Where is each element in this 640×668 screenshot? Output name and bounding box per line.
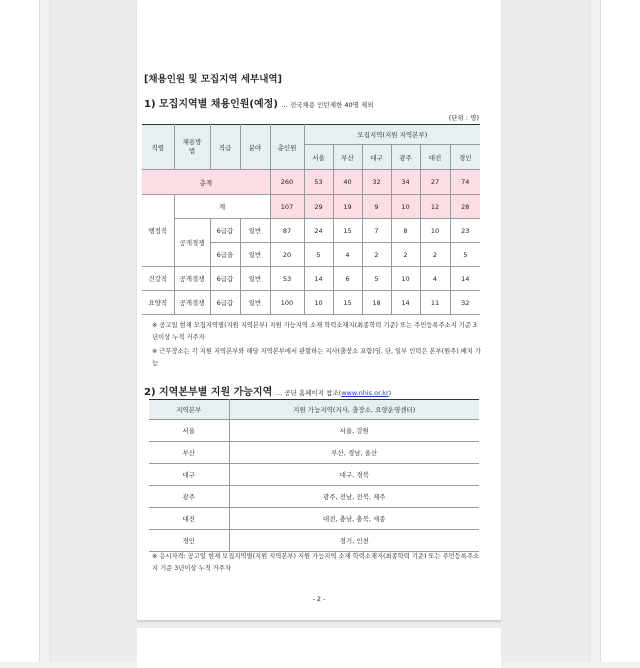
right-panel — [600, 0, 640, 662]
cell: 대구, 경북 — [229, 464, 479, 486]
cell: 6급갑 — [210, 291, 240, 315]
cell: 5 — [362, 267, 391, 291]
cell: 일반 — [240, 267, 270, 291]
cell: 6급갑 — [210, 219, 240, 243]
document-page — [137, 0, 501, 621]
cell: 일반 — [240, 243, 270, 267]
cell: 20 — [270, 243, 304, 267]
heading-2-suffix: ) — [388, 389, 392, 397]
cell: 53 — [270, 267, 304, 291]
grand-total-label: 총계 — [142, 170, 270, 195]
cell: 서울, 강원 — [229, 420, 479, 442]
region-table — [149, 399, 479, 552]
heading-2-title: 2) 지역본부별 지원 가능지역 — [144, 387, 273, 398]
header-grade: 직급 — [210, 125, 240, 170]
page-number: - 2 - — [312, 595, 326, 603]
cell: 100 — [270, 291, 304, 315]
heading-2-prefix: … 공단 홈페이지 참조( — [275, 389, 342, 397]
region-header: 경인 — [450, 145, 480, 170]
cell: 7 — [362, 219, 391, 243]
method-cell: 공개경쟁 — [174, 219, 210, 267]
table-row — [142, 219, 480, 243]
subtotal-label: 계 — [174, 195, 270, 219]
cell: 대구 — [149, 464, 229, 486]
table-row — [149, 530, 479, 552]
cell: 부산, 경남, 울산 — [229, 442, 479, 464]
cell: 12 — [420, 195, 450, 219]
table-row — [149, 442, 479, 464]
header-hq: 지역본부 — [149, 400, 229, 420]
note-2: ※ 근무장소는 각 지원 지역본부와 해당 지역본부에서 관할하는 지사(출장소 포함)임. 단, 일부 인력은 본부(원주) 배치 가능 — [152, 348, 481, 367]
cell: 28 — [450, 195, 480, 219]
cell: 14 — [304, 267, 333, 291]
table-row — [149, 420, 479, 442]
cell: 74 — [450, 170, 480, 195]
cell: 27 — [420, 170, 450, 195]
table-row — [142, 291, 480, 315]
cell: 32 — [362, 170, 391, 195]
grand-total-row — [142, 170, 480, 195]
cell: 6 — [333, 267, 362, 291]
cell: 40 — [333, 170, 362, 195]
cell: 18 — [362, 291, 391, 315]
note-1: ※ 공고일 현재 모집지역별(지원 지역본부) 지원 가능지역 소재 학력소재지(최종학력 기준) 또는 주민등록주소지 기준 3년이상 누적 거주자 — [152, 322, 477, 341]
cell: 11 — [420, 291, 450, 315]
header-total: 총인원 — [270, 125, 304, 170]
cell: 8 — [391, 219, 420, 243]
cell: 2 — [362, 243, 391, 267]
cell: 부산 — [149, 442, 229, 464]
recruitment-table — [142, 124, 480, 315]
region-header: 서울 — [304, 145, 333, 170]
job-cell: 요양직 — [142, 291, 174, 315]
job-cell: 행정직 — [142, 195, 174, 267]
heading-1-note: … 전국채용 인턴제한 40명 제외 — [281, 101, 374, 109]
cell: 14 — [391, 291, 420, 315]
cell: 9 — [362, 195, 391, 219]
nhis-link[interactable]: www.nhis.or.kr — [341, 389, 389, 397]
heading-1-title: 1) 모집지역별 채용인원(예정) — [144, 99, 278, 110]
table-row — [149, 464, 479, 486]
header-method: 채용방법 — [174, 125, 210, 170]
cell: 4 — [420, 267, 450, 291]
header-region-group: 모집지역(지원 지역본부) — [304, 125, 480, 145]
next-page — [137, 628, 501, 668]
cell: 대전 — [149, 508, 229, 530]
cell: 일반 — [240, 219, 270, 243]
unit-label: (단위 : 명) — [448, 114, 479, 122]
cell: 32 — [450, 291, 480, 315]
cell: 6급을 — [210, 243, 240, 267]
cell: 10 — [391, 267, 420, 291]
note-3: ※ 응시자격: 공고일 현재 모집지역별(지원 지역본부) 지원 가능지역 소재 학력소재지(최종학력 기준) 또는 주민등록주소지 기준 3년이상 누적 거주자 — [152, 553, 480, 572]
header-areas: 지원 가능지역(지사, 출장소, 요양운영센터) — [229, 400, 479, 420]
cell: 2 — [391, 243, 420, 267]
region-header: 대구 — [362, 145, 391, 170]
admin-subtotal-row — [142, 195, 480, 219]
job-cell: 건강직 — [142, 267, 174, 291]
header-job: 직렬 — [142, 125, 174, 170]
cell: 4 — [333, 243, 362, 267]
cell: 광주 — [149, 486, 229, 508]
cell: 서울 — [149, 420, 229, 442]
cell: 대전, 충남, 충북, 세종 — [229, 508, 479, 530]
heading-1 — [144, 95, 374, 110]
region-header: 부산 — [333, 145, 362, 170]
cell: 24 — [304, 219, 333, 243]
left-panel — [0, 0, 40, 662]
cell: 15 — [333, 219, 362, 243]
cell: 10 — [391, 195, 420, 219]
cell: 53 — [304, 170, 333, 195]
cell: 87 — [270, 219, 304, 243]
table-row — [149, 508, 479, 530]
cell: 14 — [450, 267, 480, 291]
method-cell: 공개경쟁 — [174, 267, 210, 291]
cell: 10 — [304, 291, 333, 315]
cell: 34 — [391, 170, 420, 195]
cell: 10 — [420, 219, 450, 243]
cell: 19 — [333, 195, 362, 219]
header-field: 분야 — [240, 125, 270, 170]
cell: 107 — [270, 195, 304, 219]
cell: 15 — [333, 291, 362, 315]
cell: 광주, 전남, 전북, 제주 — [229, 486, 479, 508]
cell: 일반 — [240, 291, 270, 315]
cell: 29 — [304, 195, 333, 219]
cell: 2 — [420, 243, 450, 267]
cell: 5 — [304, 243, 333, 267]
region-header: 대전 — [420, 145, 450, 170]
section-title: [채용인원 및 모집지역 세부내역] — [144, 74, 282, 85]
heading-2 — [144, 383, 391, 398]
cell: 23 — [450, 219, 480, 243]
region-header: 광주 — [391, 145, 420, 170]
cell: 경기, 인천 — [229, 530, 479, 552]
cell: 260 — [270, 170, 304, 195]
table-row — [149, 486, 479, 508]
cell: 6급갑 — [210, 267, 240, 291]
method-cell: 공개경쟁 — [174, 291, 210, 315]
table-row — [142, 267, 480, 291]
cell: 5 — [450, 243, 480, 267]
cell: 경인 — [149, 530, 229, 552]
